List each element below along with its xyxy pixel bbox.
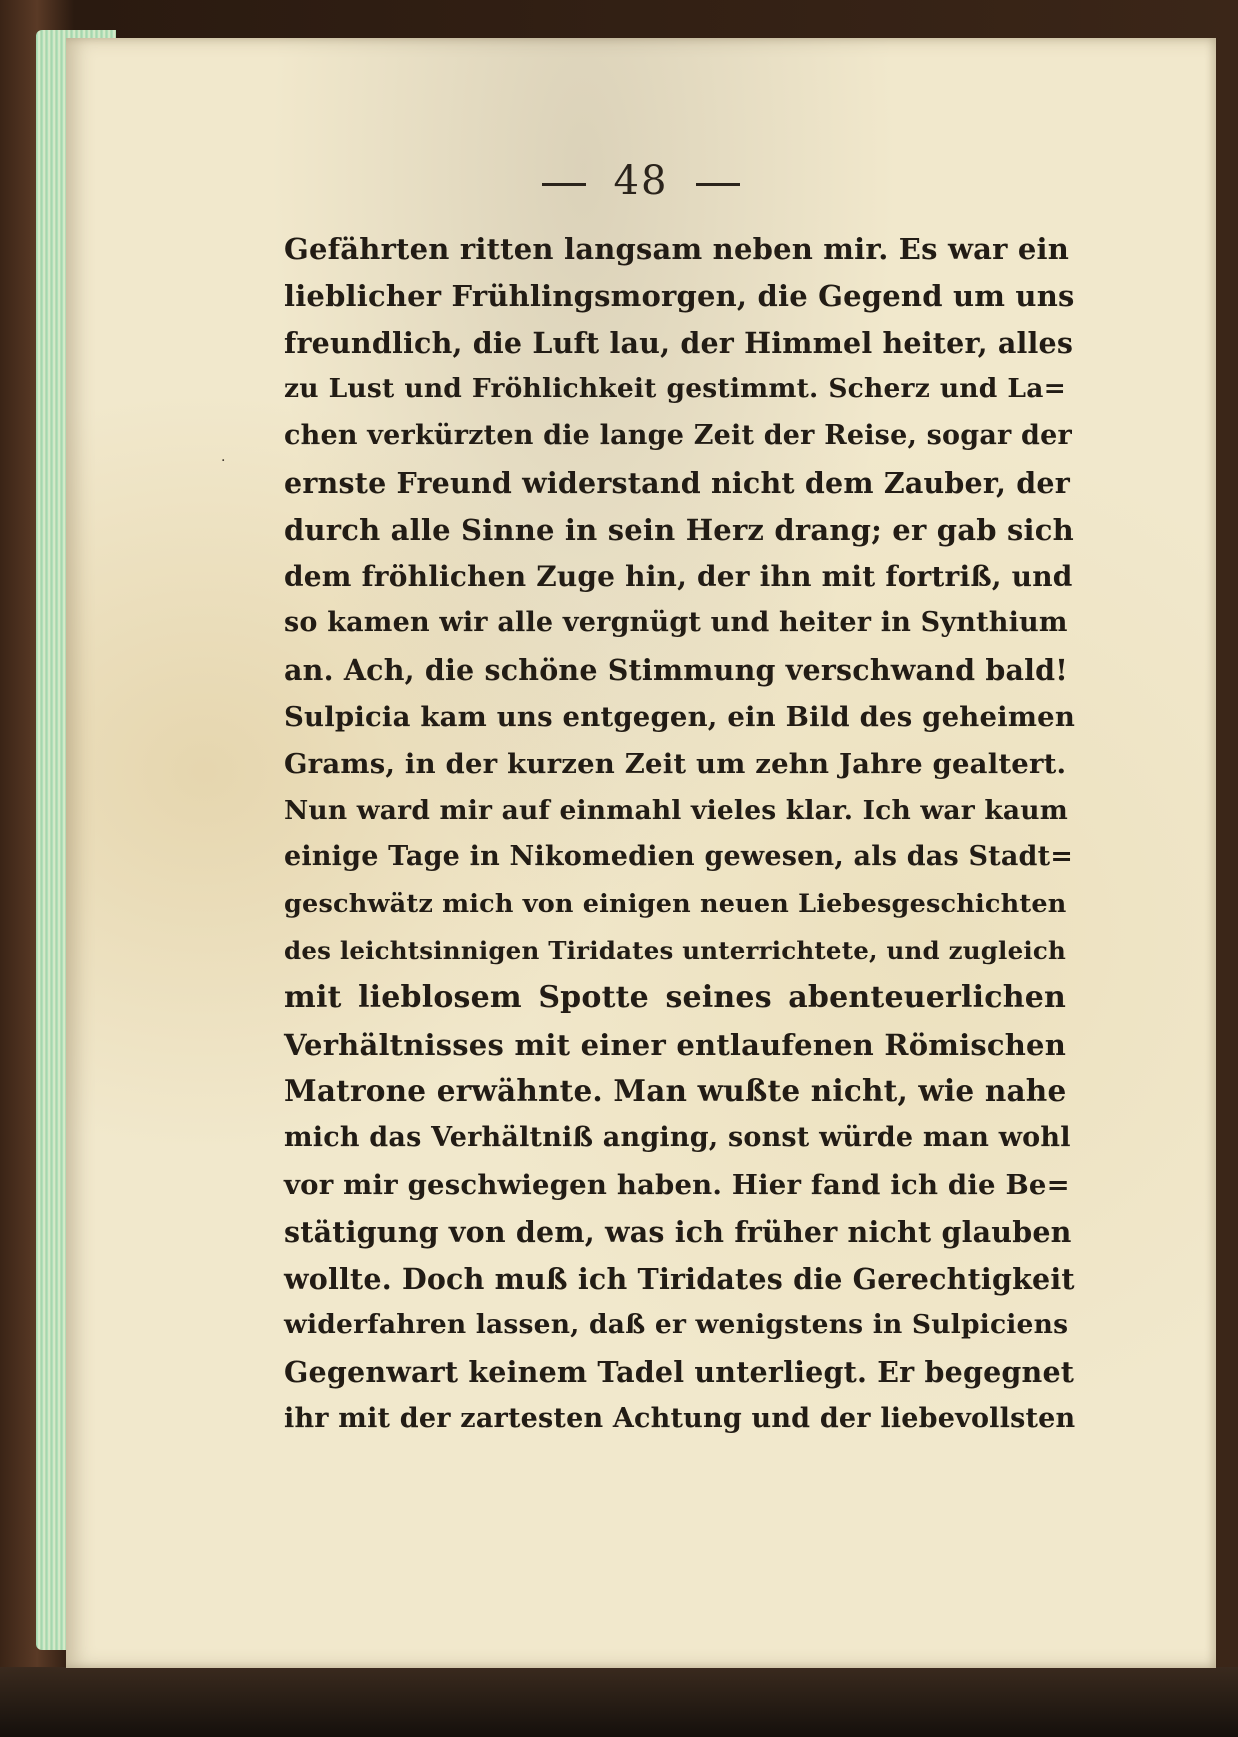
text-line: ernste Freund widerstand nicht dem Zauber, der — [284, 465, 1070, 500]
text-line: widerfahren lassen, daß er wenigstens in Sulpiciens — [284, 1309, 1069, 1341]
text-line: durch alle Sinne in sein Herz drang; er gab sich — [284, 512, 1074, 547]
text-line: stätigung von dem, was ich früher nicht glauben — [284, 1214, 1072, 1249]
book-page — [66, 38, 1216, 1668]
text-line: dem fröhlichen Zuge hin, der ihn mit fortriß, und — [284, 559, 1073, 593]
text-line: vor mir geschwiegen haben. Hier fand ich die Be= — [284, 1168, 1070, 1201]
text-line: chen verkürzten die lange Zeit der Reise, sogar der — [284, 420, 1072, 452]
text-line: Sulpicia kam uns entgegen, ein Bild des geheimen — [284, 700, 1076, 733]
text-line: einige Tage in Nikomedien gewesen, als das Stadt= — [284, 841, 1074, 873]
text-line: wollte. Doch muß ich Tiridates die Gerechtigkeit — [284, 1261, 1075, 1296]
text-line: mit lieblosem Spotte seines abenteuerlichen — [284, 979, 1066, 1015]
page-number-header — [66, 158, 1216, 204]
text-line: Verhältnisses mit einer entlaufenen Römischen — [284, 1027, 1066, 1062]
text-line: mich das Verhältniß anging, sonst würde man wohl — [284, 1122, 1071, 1154]
right-dash — [696, 183, 740, 186]
book-cover-edge — [0, 1667, 1238, 1737]
left-dash — [542, 183, 586, 186]
text-line: Gefährten ritten langsam neben mir. Es war ein — [284, 232, 1070, 266]
text-line: Gegenwart keinem Tadel unterliegt. Er begegnet — [284, 1355, 1075, 1390]
text-line: ihr mit der zartesten Achtung und der liebevollsten — [284, 1402, 1076, 1434]
body-text — [284, 226, 1076, 1443]
text-line: zu Lust und Fröhlichkeit gestimmt. Scherz und La= — [284, 373, 1066, 405]
text-line: Matrone erwähnte. Man wußte nicht, wie nahe — [284, 1073, 1067, 1109]
text-line: freundlich, die Luft lau, der Himmel heiter, alles — [284, 325, 1074, 360]
text-line: Nun ward mir auf einmahl vieles klar. Ich war kaum — [284, 794, 1069, 826]
margin-mark: · — [221, 453, 226, 469]
text-line: des leichtsinnigen Tiridates unterrichtete, und zugleich — [284, 935, 1066, 965]
text-line: an. Ach, die schöne Stimmung verschwand bald! — [284, 653, 1069, 688]
text-line: so kamen wir alle vergnügt und heiter in Synthium — [284, 607, 1068, 639]
text-line: Grams, in der kurzen Zeit um zehn Jahre gealtert. — [284, 747, 1067, 780]
text-line: geschwätz mich von einigen neuen Liebesgeschichten — [284, 889, 1067, 920]
text-line: lieblicher Frühlingsmorgen, die Gegend um uns — [284, 278, 1075, 313]
page-number: 48 — [613, 158, 669, 204]
